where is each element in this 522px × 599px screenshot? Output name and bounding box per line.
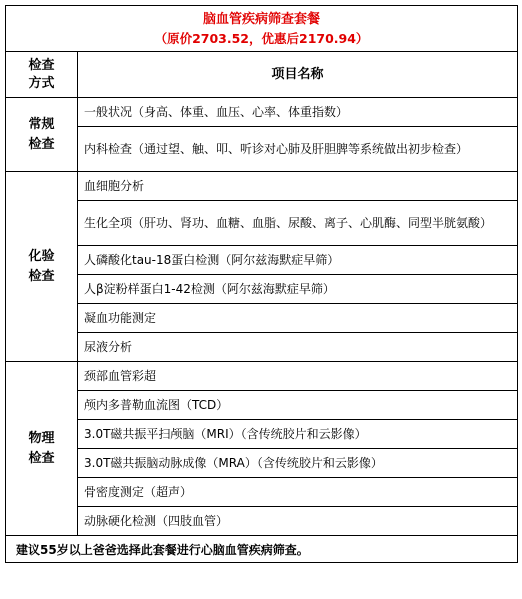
table-row (6, 275, 518, 304)
package-price: （原价2703.52，优惠后2170.94） (154, 30, 369, 46)
item-bone-density: 骨密度测定（超声） (78, 478, 518, 507)
item-arteriosclerosis: 动脉硬化检测（四肢血管） (78, 507, 518, 536)
package-title: 脑血管疾病筛查套餐 (202, 11, 320, 27)
title-row (6, 6, 518, 52)
table-row (6, 172, 518, 201)
table-row (6, 333, 518, 362)
table-row (6, 420, 518, 449)
table-row (6, 362, 518, 391)
table-row (6, 478, 518, 507)
footer-row (6, 536, 518, 563)
category-lab: 化验 检查 (6, 172, 78, 362)
item-amyloid: 人β淀粉样蛋白1-42检测（阿尔兹海默症早筛） (78, 275, 518, 304)
item-carotid-ultrasound: 颈部血管彩超 (78, 362, 518, 391)
item-urine: 尿液分析 (78, 333, 518, 362)
item-general-status: 一般状况（身高、体重、血压、心率、体重指数） (78, 98, 518, 127)
item-coagulation: 凝血功能测定 (78, 304, 518, 333)
table-row (6, 98, 518, 127)
header-items: 项目名称 (78, 52, 518, 98)
item-tcd: 颅内多普勒血流图（TCD） (78, 391, 518, 420)
category-physical: 物理 检查 (6, 362, 78, 536)
table-row (6, 304, 518, 333)
table-row (6, 246, 518, 275)
category-routine: 常规 检查 (6, 98, 78, 172)
header-method: 检查 方式 (6, 52, 78, 98)
item-blood-cell: 血细胞分析 (78, 172, 518, 201)
footer-note: 建议55岁以上爸爸选择此套餐进行心脑血管疾病筛查。 (6, 536, 518, 563)
item-tau: 人磷酸化tau-18蛋白检测（阿尔兹海默症早筛） (78, 246, 518, 275)
item-mra: 3.0T磁共振脑动脉成像（MRA）（含传统胶片和云影像） (78, 449, 518, 478)
item-mri: 3.0T磁共振平扫颅脑（MRI）（含传统胶片和云影像） (78, 420, 518, 449)
item-internal-exam: 内科检查（通过望、触、叩、听诊对心肺及肝胆脾等系统做出初步检查） (78, 127, 518, 172)
package-table (5, 5, 518, 563)
title-cell (6, 6, 518, 52)
table-row (6, 507, 518, 536)
item-biochem: 生化全项（肝功、肾功、血糖、血脂、尿酸、离子、心肌酶、同型半胱氨酸） (78, 201, 518, 246)
header-row (6, 52, 518, 98)
table-row (6, 449, 518, 478)
table-row (6, 201, 518, 246)
table-row (6, 391, 518, 420)
table-row (6, 127, 518, 172)
